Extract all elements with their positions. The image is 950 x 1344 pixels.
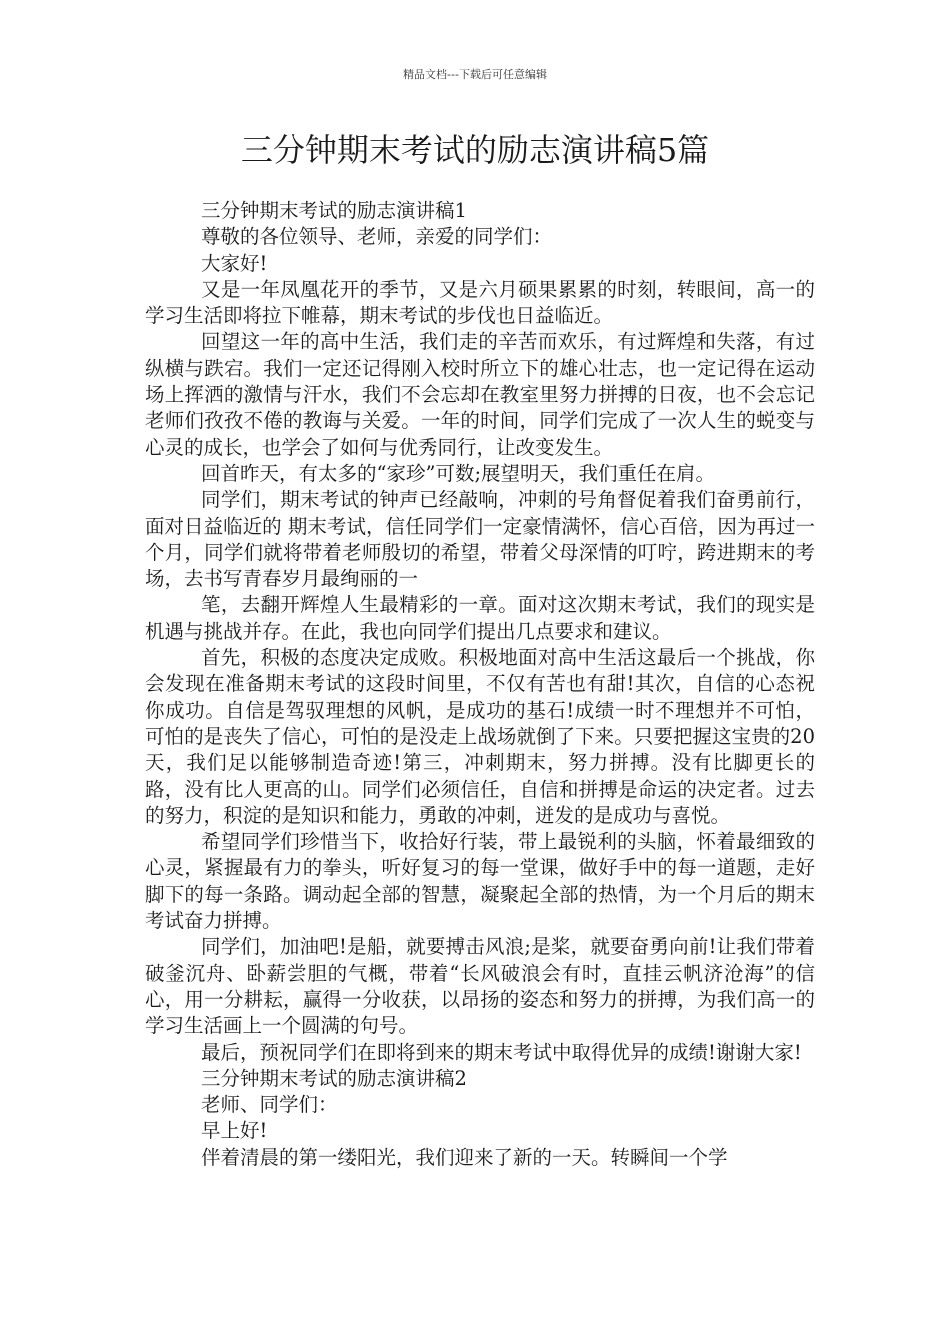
paragraph: 同学们，期末考试的钟声已经敲响，冲刺的号角督促着我们奋勇前行，面对日益临近的 期末考试，信任同学们一定豪情满怀，信心百倍，因为再过一个月，同学们就将带着老师殷切的希望，带着父母深情的叮咛，跨进期末的考场，去书写青春岁月最绚丽的一 — [145, 488, 815, 591]
paragraph: 希望同学们珍惜当下，收拾好行装，带上最锐利的头脑，怀着最细致的心灵，紧握最有力的拳头，听好复习的每一堂课，做好手中的每一道题，走好脚下的每一条路。调动起全部的智慧，凝聚起全部的热情，为一个月后的期末考试奋力拼搏。 — [145, 830, 815, 933]
salutation: 尊敬的各位领导、老师，亲爱的同学们： — [201, 225, 553, 249]
paragraph: 伴着清晨的第一缕阳光，我们迎来了新的一天。转瞬间一个学 — [201, 1145, 728, 1169]
paragraph: 最后，预祝同学们在即将到来的期末考试中取得优异的成绩!谢谢大家! — [201, 1040, 802, 1064]
section-heading: 三分钟期末考试的励志演讲稿1 — [201, 199, 467, 222]
salutation: 老师、同学们： — [201, 1093, 338, 1117]
greeting: 大家好! — [201, 251, 268, 275]
paragraph: 回望这一年的高中生活，我们走的辛苦而欢乐，有过辉煌和失落，有过纵横与跌宕。我们一定还记得刚入校时所立下的雄心壮志，也一定记得在运动场上挥洒的激情与汗水，我们不会忘却在教室里努力拼搏的日夜，也不会忘记老师们孜孜不倦的教诲与关爱。一年的时间，同学们完成了一次人生的蜕变与心灵的成长，也学会了如何与优秀同行，让改变发生。 — [145, 330, 815, 459]
greeting: 早上好! — [201, 1119, 268, 1143]
paragraph: 回首昨天，有太多的“家珍”可数;展望明天，我们重任在肩。 — [201, 461, 716, 485]
paragraph: 同学们，加油吧!是船，就要搏击风浪;是桨，就要奋勇向前!让我们带着破釜沉舟、卧薪尝胆的气概，带着“长风破浪会有时，直挂云帆济沧海”的信心，用一分耕耘，赢得一分收获，以昂扬的姿态和努力的拼搏，为我们高一的学习生活画上一个圆满的句号。 — [145, 935, 815, 1038]
header-note: 精品文档---下载后可任意编辑 — [403, 68, 547, 81]
document-body — [145, 198, 815, 1171]
document-title: 三分钟期末考试的励志演讲稿5篇 — [240, 131, 710, 169]
paragraph: 首先，积极的态度决定成败。积极地面对高中生活这最后一个挑战，你会发现在准备期末考试的这段时间里，不仅有苦也有甜!其次，自信的心态祝你成功。自信是驾驭理想的风帆，是成功的基石!成绩一时不理想并不可怕，可怕的是丧失了信心，可怕的是没走上战场就倒了下来。只要把握这宝贵的20天，我们足以能够制造奇迹!第三，冲刺期末，努力拼搏。没有比脚更长的路，没有比人更高的山。同学们必须信任，自信和拼搏是命运的决定者。过去的努力，积淀的是知识和能力，勇敢的冲刺，迸发的是成功与喜悦。 — [145, 646, 815, 827]
paragraph: 又是一年凤凰花开的季节，又是六月硕果累累的时刻，转眼间，高一的学习生活即将拉下帷幕，期末考试的步伐也日益临近。 — [145, 277, 815, 328]
section-heading: 三分钟期末考试的励志演讲稿2 — [201, 1066, 467, 1090]
paragraph: 笔，去翻开辉煌人生最精彩的一章。面对这次期末考试，我们的现实是机遇与挑战并存。在此，我也向同学们提出几点要求和建议。 — [145, 593, 815, 643]
